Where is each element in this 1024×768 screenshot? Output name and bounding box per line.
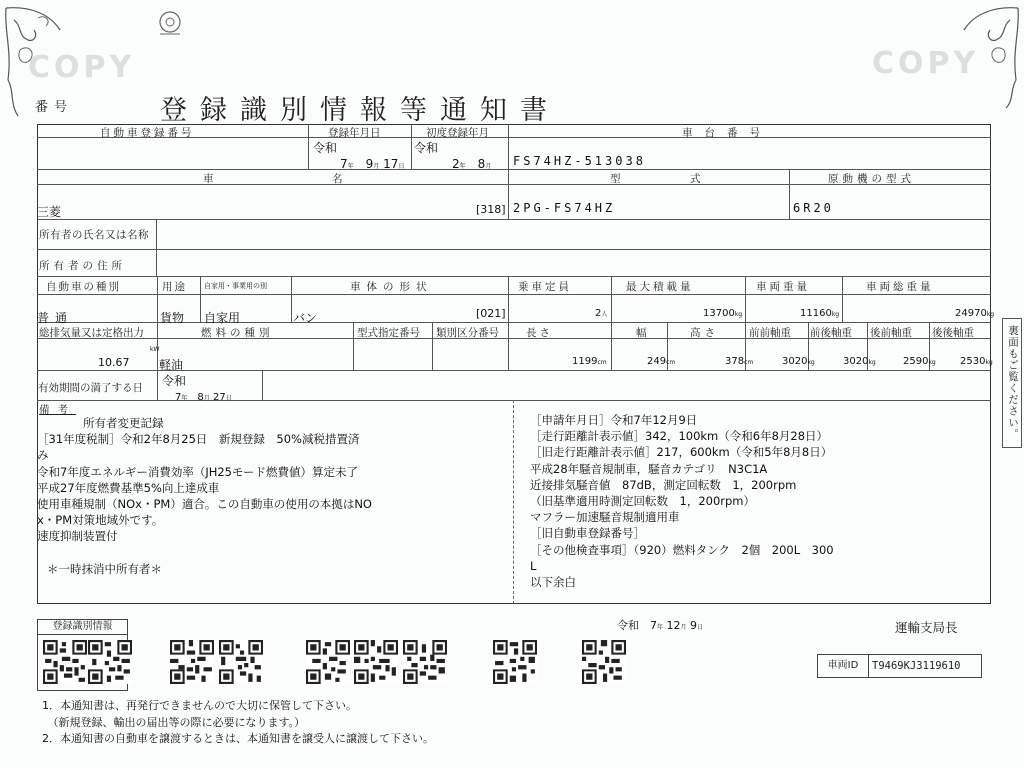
- ff-axle-header: 前前軸重: [749, 327, 791, 339]
- qr-code-icon: [403, 640, 447, 684]
- fr-axle-header: 前後軸重: [810, 327, 852, 339]
- engine-model-value: 6R20: [793, 201, 834, 215]
- rf-axle-header: 後前軸重: [870, 327, 912, 339]
- chassis-number-value: FS74HZ-513038: [513, 154, 646, 168]
- private-commercial-value: 自家用: [204, 311, 241, 325]
- gross-weight-header: 車両総重量: [866, 281, 934, 293]
- category-number-header: 類別区分番号: [436, 327, 499, 339]
- max-load-header: 最大積載量: [626, 281, 694, 293]
- vehicle-id-box: [817, 654, 982, 678]
- seal-label: 登録識別情報: [38, 620, 127, 635]
- side-note: 裏面もご覧ください。: [1002, 318, 1022, 448]
- remarks-right-line: 以下余白: [530, 575, 576, 590]
- fuel-type-header: 燃料の種別: [201, 327, 274, 339]
- qr-code-icon: [493, 640, 537, 684]
- remarks-left-line: [37, 545, 372, 561]
- remarks-right-line: マフラー加速騒音規制適用車: [530, 510, 680, 525]
- footer-note-line: 1．本通知書は、再発行できませんので大切に保管して下さい。: [42, 699, 357, 712]
- qr-code-icon: [43, 640, 87, 684]
- capacity-header: 乗車定員: [518, 281, 572, 293]
- usage-header: 用途: [162, 281, 187, 293]
- body-shape-value: バン: [293, 311, 318, 325]
- qr-code-icon: [170, 640, 214, 684]
- remarks-right-line: L: [530, 558, 537, 573]
- body-shape-header: 車体の形状: [350, 281, 433, 293]
- type-designation-header: 型式指定番号: [357, 327, 420, 339]
- remarks-right: [530, 412, 834, 590]
- max-load-value: 13700kg: [703, 308, 743, 319]
- reg-date-era: 令和: [313, 141, 338, 155]
- car-name-header-a: 車: [203, 173, 217, 185]
- issuer-name: 運輸支局長: [895, 620, 958, 635]
- gross-weight-value: 24970kg: [955, 308, 995, 319]
- remarks-left-line: 平成27年度燃費基準5%向上達成車: [37, 480, 220, 495]
- displacement-unit: kW: [150, 346, 160, 353]
- length-value: 1199cm: [572, 356, 607, 367]
- remarks-left-line: 速度抑制装置付: [37, 529, 118, 544]
- remarks-right-line: ［旧自動車登録番号］: [530, 526, 645, 541]
- maker-value: 三菱: [37, 205, 62, 219]
- displacement-header: 総排気量又は定格出力: [39, 327, 144, 339]
- car-name-code: [318]: [476, 203, 506, 216]
- qr-code-icon: [354, 640, 398, 684]
- vehicle-type-header: 自動車の種別: [46, 281, 121, 293]
- first-reg-era: 令和: [414, 141, 439, 155]
- vehicle-id-label: 車両ID: [818, 655, 869, 677]
- displacement-value: 10.67: [98, 356, 130, 369]
- watermark-copy-right: COPY: [872, 46, 980, 81]
- reg-date-value: 7年 9月 17日: [340, 157, 405, 171]
- expiry-era: 令和: [162, 374, 187, 388]
- width-header: 幅: [636, 327, 650, 339]
- length-header: 長さ: [526, 327, 553, 339]
- engine-model-header: 原動機の型式: [828, 173, 915, 185]
- remarks-left-line: x・PM対策地域外です。: [37, 513, 164, 528]
- rr-axle-header: 後後軸重: [932, 327, 974, 339]
- remarks-left-line: 使用車種規制（NOx・PM）適合。この自動車の使用の本拠はNO: [37, 497, 372, 512]
- expiry-label: 有効期間の満了する日: [38, 382, 143, 394]
- expiry-value: 7年 8月 27日: [175, 392, 232, 403]
- capacity-value: 2人: [595, 308, 608, 319]
- owner-address-label: 所有者の住所: [39, 260, 126, 272]
- owner-name-label: 所有者の氏名又は名称: [39, 229, 149, 241]
- weight-value: 11160kg: [800, 308, 840, 319]
- footer-note-line: （新規登録、輸出の届出等の際に必要になります。）: [42, 715, 306, 729]
- qr-code-icon: [219, 640, 263, 684]
- remarks-left-line: み: [37, 448, 49, 463]
- remarks-left-line: ＊一時抹消中所有者＊: [47, 561, 162, 576]
- remarks-label: 備考: [39, 404, 76, 416]
- remarks-right-line: ［旧走行距離計表示値］217，600km（令和5年8月8日）: [530, 445, 833, 460]
- rf-axle-value: 2590kg: [903, 356, 936, 367]
- qr-code-icon: [306, 640, 350, 684]
- qr-code-icon: [88, 640, 132, 684]
- first-reg-header: 初度登録年月: [426, 127, 489, 139]
- private-commercial-header: 自家用・事業用の別: [204, 282, 267, 290]
- fr-axle-value: 3020kg: [843, 356, 876, 367]
- model-header-b: 式: [690, 173, 704, 185]
- car-name-header-b: 名: [332, 173, 346, 185]
- emblem-icon: [150, 6, 190, 40]
- height-header: 高さ: [690, 327, 719, 339]
- body-code: [021]: [476, 307, 506, 320]
- qr-code-icon: [582, 640, 626, 684]
- issue-date: 令和 7年 12月 9日: [617, 619, 704, 632]
- rr-axle-value: 2530kg: [960, 356, 993, 367]
- remarks-left-line: 令和7年度エネルギー消費効率（JH25モード燃費値）算定未了: [37, 464, 359, 479]
- usage-value: 貨物: [160, 311, 185, 325]
- ff-axle-value: 3020kg: [782, 356, 815, 367]
- remarks-right-line: 平成28年騒音規制車，騒音カテゴリ N3C1A: [530, 461, 768, 476]
- height-value: 378cm: [725, 356, 754, 367]
- first-reg-value: 2年 8月: [452, 157, 492, 171]
- remarks-left-line: ［31年度税制］令和2年8月25日 新規登録 50%減税措置済: [37, 432, 360, 447]
- model-header-a: 型: [610, 173, 624, 185]
- remarks-right-line: （旧基準適用時測定回転数 1，200rpm）: [530, 494, 755, 509]
- remarks-right-line: ［申請年月日］令和7年12月9日: [530, 413, 698, 427]
- reg-date-header: 登録年月日: [328, 127, 381, 139]
- remarks-left: [37, 415, 372, 577]
- remarks-right-line: ［走行距離計表示値］342，100km（令和6年8月28日）: [530, 429, 829, 444]
- document-title: 登録識別情報等通知書: [160, 95, 560, 126]
- vehicle-type-value: 普通: [37, 311, 74, 325]
- vehicle-id-value: T9469KJ3119610: [872, 660, 961, 672]
- number-label: 番号: [35, 100, 74, 115]
- reg-number-header: 自動車登録番号: [100, 127, 195, 139]
- watermark-copy-left: COPY: [28, 50, 136, 85]
- weight-header: 車両重量: [756, 281, 810, 293]
- chassis-number-header: 車台番号: [682, 127, 772, 139]
- remarks-right-line: ［その他検査事項］（920）燃料タンク 2個 200L 300: [530, 542, 834, 557]
- width-value: 249cm: [647, 356, 676, 367]
- footer-note-line: 2．本通知書の自動車を譲渡するときは、本通知書を譲受人に譲渡して下さい。: [42, 732, 434, 745]
- remarks-left-line: 所有者変更記録: [37, 416, 164, 430]
- model-value: 2PG-FS74HZ: [513, 201, 616, 215]
- fuel-type-value: 軽油: [159, 358, 184, 372]
- footer-notes: [42, 698, 434, 748]
- remarks-right-line: 近接排気騒音値 87dB，測定回転数 1，200rpm: [530, 477, 797, 492]
